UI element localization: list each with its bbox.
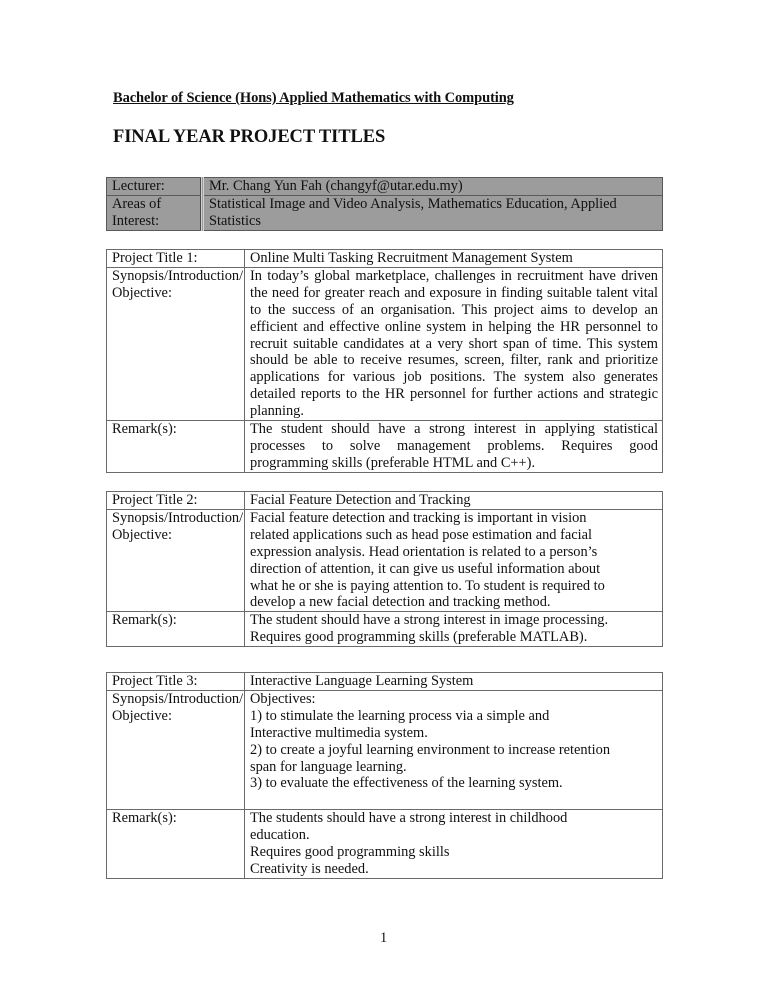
program-title: Bachelor of Science (Hons) Applied Mathematics with Computing xyxy=(113,90,514,106)
project-table-3 xyxy=(106,672,663,879)
page-title: FINAL YEAR PROJECT TITLES xyxy=(113,127,386,147)
synopsis-label: Synopsis/Introduction/ Objective: xyxy=(107,690,245,809)
project-table-2 xyxy=(106,491,663,647)
remark-label: Remark(s): xyxy=(107,612,245,647)
synopsis-row xyxy=(107,690,663,809)
page-number: 1 xyxy=(380,930,388,946)
project-title: Interactive Language Learning System xyxy=(245,673,663,691)
remark-text: The student should have a strong interest in image processing. Requires good programming skills (preferable MATLAB). xyxy=(245,612,663,647)
remark-label: Remark(s): xyxy=(107,421,245,473)
remark-label: Remark(s): xyxy=(107,810,245,879)
project-title: Online Multi Tasking Recruitment Management System xyxy=(245,250,663,268)
lecturer-label: Lecturer: xyxy=(107,178,203,196)
synopsis-row xyxy=(107,267,663,420)
project-title-row xyxy=(107,250,663,268)
synopsis-text: Objectives: 1) to stimulate the learning process via a simple and Interactive multimedia system. 2) to create a joyful learning environment to increase retention span for language learning. 3) to evaluate the effectiveness of the learning system. xyxy=(245,690,663,809)
lecturer-value: Mr. Chang Yun Fah (changyf@utar.edu.my) xyxy=(203,178,663,196)
project-title-row xyxy=(107,492,663,510)
remark-text: The student should have a strong interest in applying statistical processes to solve management problems. Requires good programming skills (preferable HTML and C++). xyxy=(245,421,663,473)
project-table-1 xyxy=(106,249,663,473)
areas-of-interest-value: Statistical Image and Video Analysis, Mathematics Education, Applied Statistics xyxy=(203,195,663,230)
remark-row xyxy=(107,421,663,473)
remark-row xyxy=(107,810,663,879)
synopsis-label: Synopsis/Introduction/ Objective: xyxy=(107,509,245,611)
project-title-label: Project Title 1: xyxy=(107,250,245,268)
areas-of-interest-label: Areas of Interest: xyxy=(107,195,203,230)
lecturer-row xyxy=(107,178,663,196)
blank-line xyxy=(250,792,658,809)
synopsis-text: Facial feature detection and tracking is important in vision related applications such as head pose estimation and facial expression analysis. Head orientation is related to a person’s direction of attention, it can give us useful information about what he or she is paying attention to. To student is required to develop a new facial detection and tracking method. xyxy=(245,509,663,611)
synopsis-text: In today’s global marketplace, challenges in recruitment have driven the need for greater reach and exposure in finding suitable talent vital to the success of an organisation. This project aims to develop an efficient and effective online system in helping the HR personnel to recruit suitable candidates at a very short span of time. This system should be able to receive resumes, screen, filter, rank and prioritize applications for various job positions. The system also generates detailed reports to the HR personnel for further actions and strategic planning. xyxy=(245,267,663,420)
lecturer-info-table xyxy=(106,177,663,231)
remark-row xyxy=(107,612,663,647)
synopsis-label: Synopsis/Introduction/ Objective: xyxy=(107,267,245,420)
areas-of-interest-row xyxy=(107,195,663,230)
project-title-label: Project Title 3: xyxy=(107,673,245,691)
remark-text: The students should have a strong interest in childhood education. Requires good programming skills Creativity is needed. xyxy=(245,810,663,879)
project-title-row xyxy=(107,673,663,691)
project-title-label: Project Title 2: xyxy=(107,492,245,510)
project-title: Facial Feature Detection and Tracking xyxy=(245,492,663,510)
synopsis-row xyxy=(107,509,663,611)
